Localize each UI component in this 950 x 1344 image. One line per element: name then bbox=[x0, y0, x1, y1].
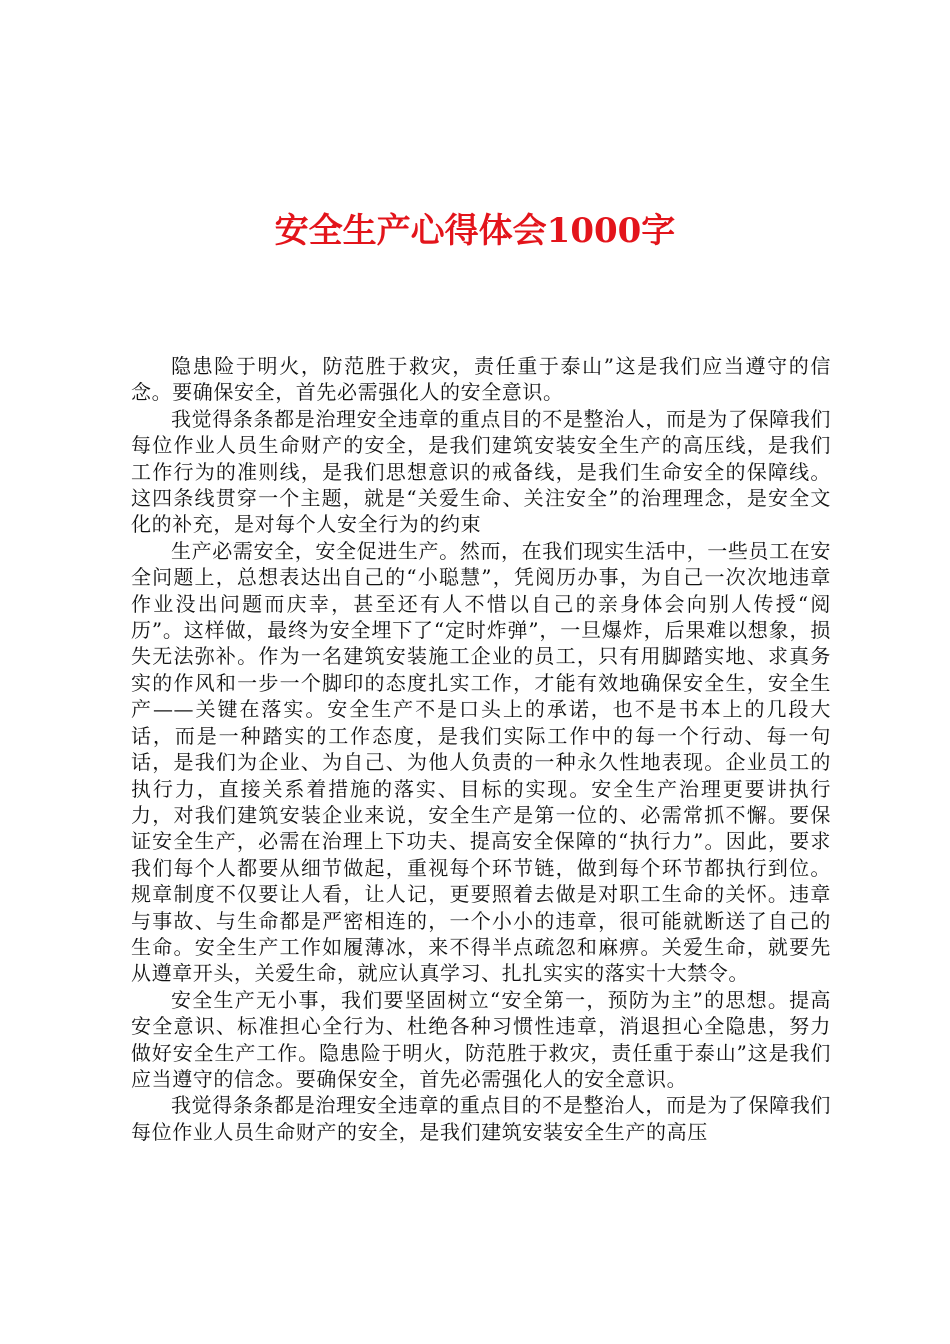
paragraph: 生产必需安全，安全促进生产。然而，在我们现实生活中，一些员工在安全问题上，总想表达出自己的“小聪慧”，凭阅历办事，为自己一次次地违章作业没出问题而庆幸，甚至还有人不惜以自己的亲身体会向别人传授“阅历”。这样做，最终为安全埋下了“定时炸弹”，一旦爆炸，后果难以想象，损失无法弥补。作为一名建筑安装施工企业的员工，只有用脚踏实地、求真务实的作风和一步一个脚印的态度扎实工作，才能有效地确保安全生，安全生产——关键在落实。安全生产不是口头上的承诺，也不是书本上的几段大话，而是一种踏实的工作态度，是我们实际工作中的每一个行动、每一句话，是我们为企业、为自己、为他人负责的一种永久性地表现。企业员工的执行力，直接关系着措施的落实、目标的实现。安全生产治理更要讲执行力，对我们建筑安装企业来说，安全生产是第一位的、必需常抓不懈。要保证安全生产，必需在治理上下功夫、提高安全保障的“执行力”。因此，要求我们每个人都要从细节做起，重视每个环节链，做到每个环节都执行到位。规章制度不仅要让人看，让人记，更要照着去做是对职工生命的关怀。违章与事故、与生命都是严密相连的，一个小小的违章，很可能就断送了自己的生命。安全生产工作如履薄冰，来不得半点疏忽和麻痹。关爱生命，就要先从遵章开头，关爱生命，就应认真学习、扎扎实实的落实十大禁令。 bbox=[131, 538, 831, 986]
document-title: 安全生产心得体会1000字 bbox=[274, 211, 676, 251]
paragraph: 隐患险于明火，防范胜于救灾，责任重于泰山”这是我们应当遵守的信念。要确保安全，首先必需强化人的安全意识。 bbox=[131, 354, 831, 405]
paragraph: 安全生产无小事，我们要坚固树立“安全第一，预防为主”的思想。提高安全意识、标准担心全行为、杜绝各种习惯性违章，消退担心全隐患，努力做好安全生产工作。隐患险于明火，防范胜于救灾，责任重于泰山”这是我们应当遵守的信念。要确保安全，首先必需强化人的安全意识。 bbox=[131, 987, 831, 1091]
paragraph: 我觉得条条都是治理安全违章的重点目的不是整治人，而是为了保障我们每位作业人员生命财产的安全，是我们建筑安装安全生产的高压线，是我们工作行为的准则线，是我们思想意识的戒备线，是我们生命安全的保障线。这四条线贯穿一个主题，就是“关爱生命、关注安全”的治理理念，是安全文化的补充，是对每个人安全行为的约束 bbox=[131, 406, 831, 537]
document-body bbox=[131, 353, 831, 1145]
paragraph: 我觉得条条都是治理安全违章的重点目的不是整治人，而是为了保障我们每位作业人员生命财产的安全，是我们建筑安装安全生产的高压 bbox=[131, 1093, 831, 1144]
